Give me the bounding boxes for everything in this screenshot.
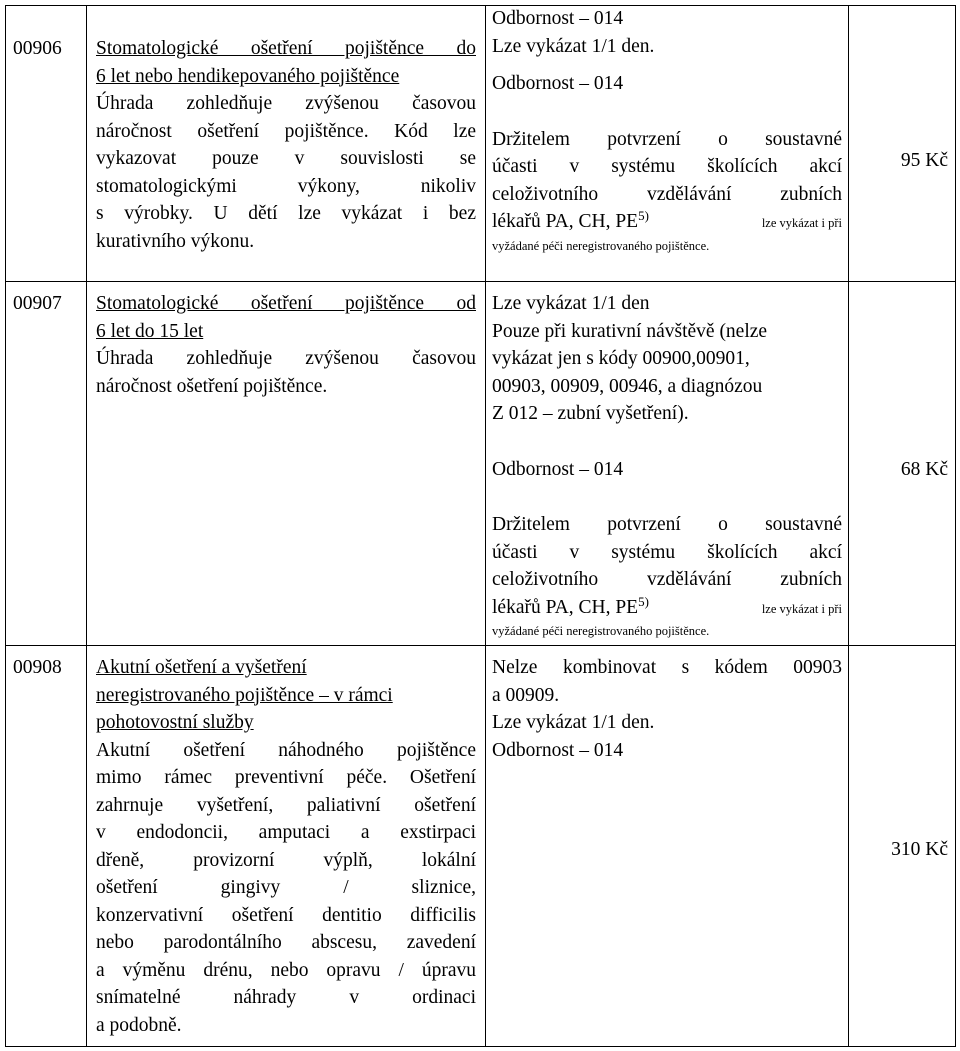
- description-line: náročnost ošetření pojištěnce. Kód lze: [96, 120, 476, 142]
- column-divider: [848, 5, 849, 1047]
- certificate-note-text: lékařů PA, CH, PE: [492, 596, 639, 618]
- certificate-note-line: [492, 208, 842, 238]
- note-line: Odbornost – 014: [492, 73, 624, 94]
- procedure-title-line: pohotovostní služby: [96, 712, 254, 733]
- procedure-title-line: 6 let do 15 let: [96, 320, 204, 342]
- procedure-description: [96, 654, 476, 1039]
- note-line: Nelze kombinovat s kódem 00903: [492, 657, 842, 678]
- certificate-note-line: Držitelem potvrzení o soustavné: [492, 514, 842, 535]
- certificate-note-text: lze vykázat i při: [761, 601, 842, 616]
- description-line: snímatelné náhrady v ordinaci: [96, 987, 476, 1008]
- price-value: 95 Kč: [900, 150, 948, 171]
- description-line: Úhrada zohledňuje zvýšenou časovou: [96, 93, 476, 114]
- description-line: Úhrada zohledňuje zvýšenou časovou: [96, 348, 476, 369]
- description-line: stomatologickými výkony, nikoliv: [96, 175, 476, 197]
- note-line: Z 012 – zubní vyšetření).: [492, 403, 689, 424]
- footnote-ref: 5): [638, 593, 649, 609]
- row-divider: [5, 281, 955, 282]
- procedure-notes: [492, 290, 842, 639]
- procedure-notes: [492, 654, 842, 764]
- certificate-note-line: celoživotního vzdělávání zubních: [492, 569, 842, 590]
- note-line: Odbornost – 014: [492, 458, 624, 480]
- note-line: Lze vykázat 1/1 den.: [492, 712, 655, 733]
- description-line: zahrnuje vyšetření, paliativní ošetření: [96, 794, 476, 816]
- column-divider: [86, 5, 87, 1047]
- column-divider: [485, 5, 486, 1047]
- description-line: náročnost ošetření pojištěnce.: [96, 375, 328, 397]
- note-line: 00903, 00909, 00946, a diagnózou: [492, 375, 763, 397]
- table-border-right: [955, 5, 956, 1047]
- note-line: Odbornost – 014: [492, 8, 624, 29]
- certificate-note-line: účasti v systému školících akcí: [492, 156, 842, 177]
- certificate-note-line: celoživotního vzdělávání zubních: [492, 183, 842, 205]
- table-border-left: [5, 5, 6, 1047]
- description-line: dřeně, provizorní výplň, lokální: [96, 849, 476, 871]
- price-value: 310 Kč: [891, 839, 948, 860]
- procedure-title-line: Akutní ošetření a vyšetření: [96, 657, 307, 678]
- procedure-description: [96, 35, 476, 255]
- note-line: Odbornost – 014: [492, 739, 624, 761]
- certificate-note-line: [492, 594, 842, 624]
- procedure-title-line: neregistrovaného pojištěnce – v rámci: [96, 684, 393, 706]
- procedure-title-line: Stomatologické ošetření pojištěnce do: [96, 38, 476, 59]
- procedure-title-line: Stomatologické ošetření pojištěnce od: [96, 293, 476, 314]
- procedure-notes: [492, 5, 842, 254]
- procedure-title-line: 6 let nebo hendikepovaného pojištěnce: [96, 65, 400, 87]
- description-line: v endodoncii, amputaci a exstirpaci: [96, 822, 476, 843]
- procedure-code: 00907: [13, 293, 62, 314]
- certificate-note-line: účasti v systému školících akcí: [492, 541, 842, 563]
- procedure-description: [96, 290, 476, 400]
- note-line: vykázat jen s kódy 00900,00901,: [492, 348, 750, 369]
- description-line: ošetření gingivy / sliznice,: [96, 877, 476, 898]
- certificate-note-text: lze vykázat i při: [761, 216, 842, 230]
- description-line: s výrobky. U dětí lze vykázat i bez: [96, 203, 476, 224]
- certificate-note-small: vyžádané péči neregistrovaného pojištěnce.: [492, 238, 710, 253]
- row-divider: [5, 645, 955, 646]
- certificate-note-line: Držitelem potvrzení o soustavné: [492, 128, 842, 150]
- footnote-ref: 5): [638, 208, 649, 223]
- note-line: a 00909.: [492, 684, 560, 706]
- certificate-note-small: vyžádané péči neregistrovaného pojištěnce.: [492, 624, 710, 638]
- description-line: kurativního výkonu.: [96, 230, 255, 252]
- procedure-code: 00906: [13, 38, 62, 59]
- description-line: mimo rámec preventivní péče. Ošetření: [96, 767, 476, 788]
- certificate-note-text: lékařů PA, CH, PE: [492, 211, 639, 232]
- table-border-bottom: [5, 1046, 955, 1047]
- note-line: Pouze při kurativní návštěvě (nelze: [492, 320, 768, 342]
- description-line: vykazovat pouze v souvislosti se: [96, 148, 476, 169]
- description-line: nebo parodontálního abscesu, zavedení: [96, 932, 476, 953]
- note-line: Lze vykázat 1/1 den: [492, 293, 650, 314]
- description-line: a výměnu drénu, nebo opravu / úpravu: [96, 959, 476, 981]
- note-line: Lze vykázat 1/1 den.: [492, 35, 655, 57]
- description-line: konzervativní ošetření dentitio difficilis: [96, 904, 476, 926]
- procedure-code: 00908: [13, 657, 62, 678]
- price-value: 68 Kč: [900, 459, 948, 480]
- description-line: Akutní ošetření náhodného pojištěnce: [96, 739, 476, 761]
- description-line: a podobně.: [96, 1014, 182, 1036]
